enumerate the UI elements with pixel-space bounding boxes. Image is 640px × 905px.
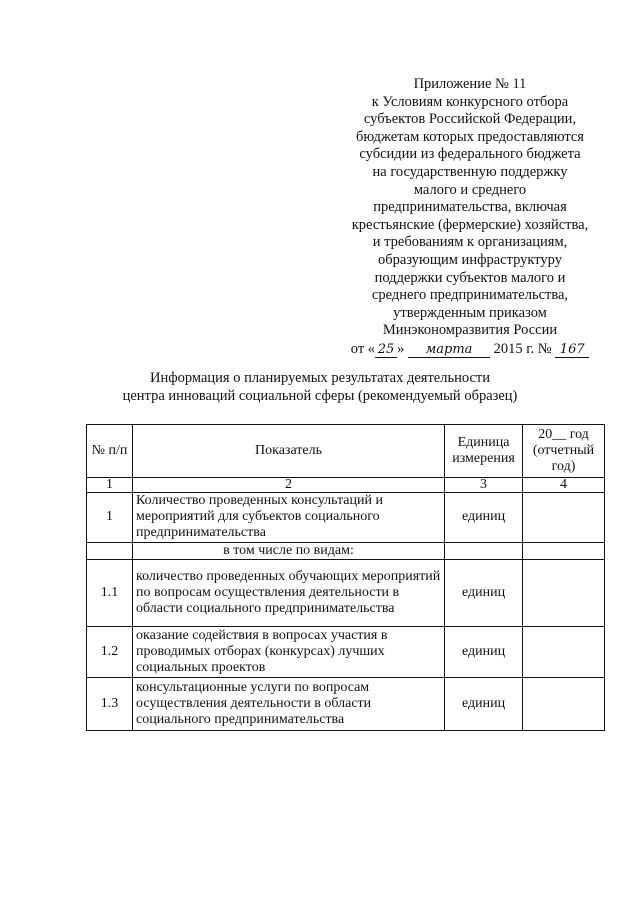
appendix-line: среднего предпринимательства, bbox=[371, 287, 569, 304]
order-day: 25 bbox=[375, 343, 397, 358]
subheader-empty-cell bbox=[445, 542, 523, 559]
appendix-line: к Условиям конкурсного отбора bbox=[371, 93, 569, 110]
title-line-1: Информация о планируемых результатах деятельности bbox=[149, 370, 490, 386]
appendix-line: Минэкономразвития России bbox=[382, 322, 558, 339]
title-line-2: центра инноваций социальной сферы (рекомендуемый образец) bbox=[122, 387, 518, 404]
index-cell: 4 bbox=[523, 478, 605, 493]
appendix-line: поддержки субъектов малого и bbox=[374, 269, 566, 286]
appendix-line: бюджетам которых предоставляются bbox=[356, 128, 584, 145]
index-cell: 1 bbox=[87, 478, 133, 493]
row-num: 1.3 bbox=[87, 677, 133, 730]
table-row bbox=[87, 493, 605, 543]
appendix-line: и требованиям к организациям, bbox=[372, 234, 568, 251]
table-row bbox=[87, 559, 605, 626]
date-prefix: от « bbox=[350, 340, 376, 357]
document-title bbox=[60, 370, 580, 405]
row-num: 1.1 bbox=[87, 559, 133, 626]
order-month: марта bbox=[408, 343, 490, 358]
appendix-line: утвержденным приказом bbox=[393, 304, 547, 321]
row-unit: единиц bbox=[445, 677, 523, 730]
appendix-line: малого и среднего bbox=[413, 181, 527, 198]
appendix-header bbox=[336, 76, 604, 359]
subheader-label: в том числе по видам: bbox=[133, 542, 445, 559]
row-indicator: количество проведенных обучающих мероприятий по вопросам осуществления деятельности в области социального предпринимательства bbox=[133, 559, 445, 626]
order-year: 2015 г. № bbox=[493, 340, 552, 357]
date-quote-close: » bbox=[397, 340, 405, 357]
row-value bbox=[523, 626, 605, 677]
header-num: № п/п bbox=[87, 425, 133, 478]
order-date-line bbox=[336, 341, 604, 359]
header-indicator: Показатель bbox=[133, 425, 445, 478]
row-value bbox=[523, 677, 605, 730]
subheader-empty-cell bbox=[87, 542, 133, 559]
row-num: 1.2 bbox=[87, 626, 133, 677]
table-index-row bbox=[87, 478, 605, 493]
subheader-empty-cell bbox=[523, 542, 605, 559]
table-header-row bbox=[87, 425, 605, 478]
appendix-line: Приложение № 11 bbox=[413, 76, 527, 92]
appendix-line: субсидии из федерального бюджета bbox=[359, 146, 581, 163]
row-num: 1 bbox=[87, 493, 133, 543]
appendix-line: крестьянские (фермерские) хозяйства, bbox=[351, 216, 589, 233]
order-number: 167 bbox=[555, 343, 589, 358]
appendix-line: предпринимательства, включая bbox=[373, 199, 567, 216]
header-unit: Единица измерения bbox=[445, 425, 523, 478]
table-subheader-row bbox=[87, 542, 605, 559]
table-row bbox=[87, 677, 605, 730]
row-indicator: консультационные услуги по вопросам осуществления деятельности в области социального предпринимательства bbox=[133, 677, 445, 730]
header-year: 20__ год (отчетный год) bbox=[523, 425, 605, 478]
row-value bbox=[523, 493, 605, 543]
appendix-line: субъектов Российской Федерации, bbox=[363, 111, 577, 128]
index-cell: 3 bbox=[445, 478, 523, 493]
appendix-line: на государственную поддержку bbox=[372, 163, 568, 180]
row-unit: единиц bbox=[445, 626, 523, 677]
row-indicator: Количество проведенных консультаций и мероприятий для субъектов социального предпринимательства bbox=[133, 493, 445, 543]
row-indicator: оказание содействия в вопросах участия в проводимых отборах (конкурсах) лучших социальных проектов bbox=[133, 626, 445, 677]
appendix-line: образующим инфраструктуру bbox=[378, 251, 562, 268]
row-unit: единиц bbox=[445, 493, 523, 543]
results-table bbox=[86, 424, 605, 731]
table-row bbox=[87, 626, 605, 677]
row-value bbox=[523, 559, 605, 626]
index-cell: 2 bbox=[133, 478, 445, 493]
row-unit: единиц bbox=[445, 559, 523, 626]
